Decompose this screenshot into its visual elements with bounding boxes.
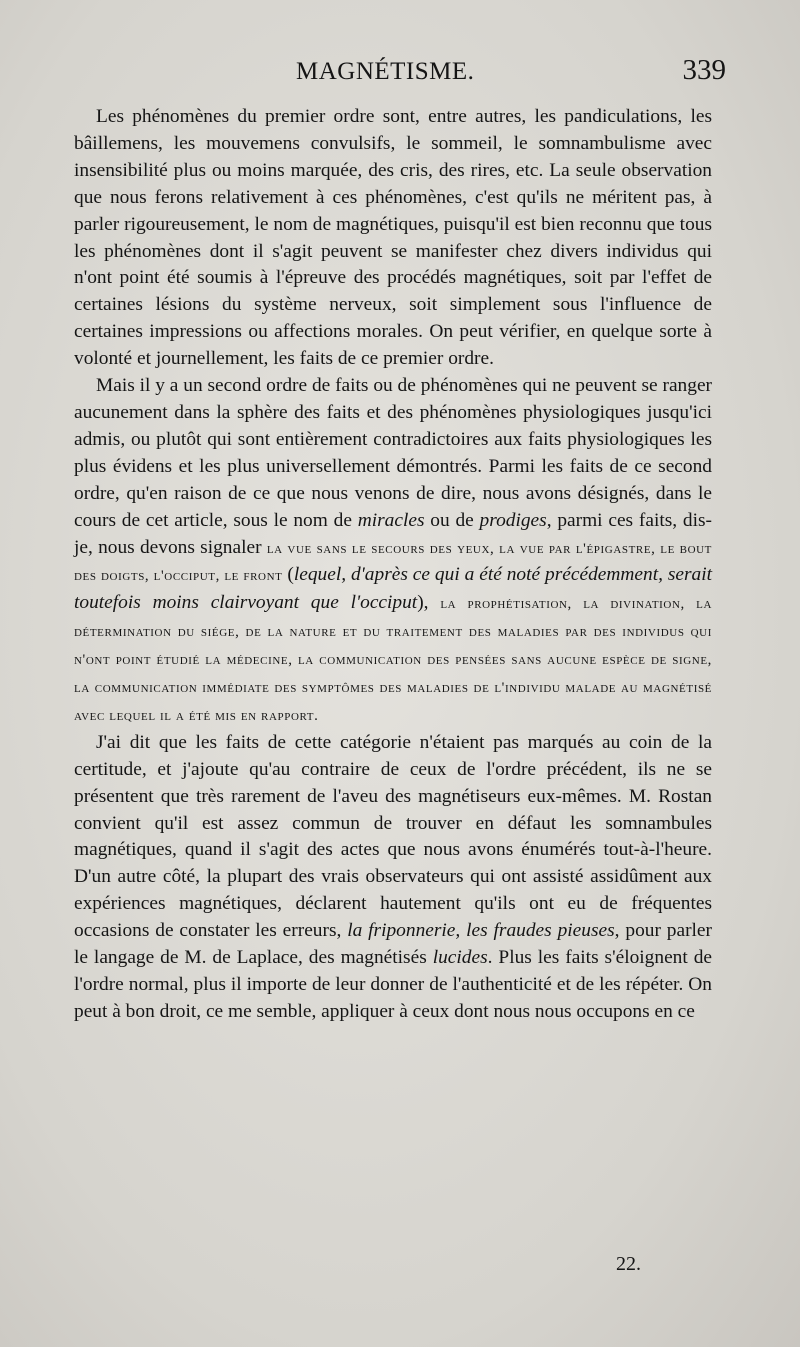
text-segment-italic: lequel, d'après ce qui a été noté précédemment, serait toutefois moins clairvoyant que l'occiput — [74, 564, 713, 614]
text-segment-smallcaps: la vue sans le secours des yeux, la vue par l'épigastre, le bout des doigts, l'occiput, le front — [74, 540, 712, 585]
text-segment-normal: J'ai dit que les faits de cette catégorie n'étaient pas marqués au coin de la certitude, et j'ajoute qu'au contraire de ceux de l'ordre précédent, ils ne se présentent que très rarement de l'aveu des magnétiseurs eux-mêmes. M. Rostan convient qu'il est assez commun de trouver en défaut les somnambules magnétiques, quand il s'agit des actes que nous avons énumérés tout-à-l'heure. D'un autre côté, la plupart des vrais observateurs qui ont assisté assidûment aux expériences magnétiques, déclarent hautement qu'ils ont eu de fréquentes occasions de constater les erreurs, — [74, 731, 712, 942]
text-segment-italic: prodiges — [479, 509, 547, 531]
paragraph — [74, 730, 712, 1026]
text-segment-normal: , pour parler le langage de M. de Laplace, des magnétisés — [74, 920, 712, 969]
text-segment-normal: . Plus les faits s'éloignent de l'ordre normal, plus il importe de leur donner de l'authenticité et de les répéter. On peut à bon droit, ce me semble, appliquer à ceux dont nous nous occupons en ce — [74, 947, 712, 1022]
running-title: MAGNÉTISME. — [296, 58, 475, 85]
text-segment-italic: la friponnerie, les fraudes pieuses — [347, 920, 615, 942]
body-text — [74, 104, 712, 1026]
text-segment-normal: Mais il y a un second ordre de faits ou de phénomènes qui ne peuvent se ranger aucunement dans la sphère des faits et des phénomènes physiologiques jusqu'ici admis, ou plutôt qui sont entièrement contradictoires aux faits physiologiques les plus évidens et les plus universellement démontrés. Parmi les faits de ce second ordre, qu'en raison de ce que nous venons de dire, nous avons désignés, dans le cours de cet article, sous le nom de — [74, 375, 713, 531]
text-segment-italic: miracles — [357, 509, 425, 531]
text-segment-normal: Les phénomènes du premier ordre sont, entre autres, les pandiculations, les bâillemens, les mouvemens convulsifs, le sommeil, le somnambulisme avec insensibilité plus ou moins marquée, des cris, des rires, etc. La seule observation que nous ferons relativement à ces phénomènes, c'est qu'ils ne méritent pas, à parler rigoureusement, le nom de magnétiques, puisqu'il est bien reconnu que tous les phénomènes dont il s'agit peuvent se manifester chez divers individus qui n'ont point été soumis à l'épreuve des procédés magnétiques, soit par l'effet de certaines lésions du système nerveux, soit simplement sous l'influence de certaines impressions ou affections morales. On peut vérifier, en quelque sorte à volonté et journellement, les faits de ce premier ordre. — [74, 106, 712, 370]
text-segment-smallcaps: la prophétisation, la divination, la détermination du siége, de la nature et du traitement des maladies par des individus qui n'ont point étudié la médecine, la communication des pensées sans aucune espèce de signe, la communication immédiate des symptômes des maladies de l'individu malade au magnétisé avec lequel il a été mis en rapport. — [74, 596, 713, 724]
text-segment-normal: ou de — [424, 509, 480, 531]
text-segment-italic: lucides — [432, 947, 488, 969]
text-segment-normal: , parmi ces faits, dis-je, nous devons signaler — [74, 509, 712, 558]
signature-mark: 22. — [616, 1253, 641, 1275]
page-number: 339 — [682, 54, 726, 86]
paragraph — [74, 104, 712, 373]
text-segment-normal: ( — [282, 564, 294, 586]
page-header — [96, 54, 732, 94]
text-segment-normal: ), — [417, 592, 441, 614]
paragraph — [74, 373, 712, 730]
